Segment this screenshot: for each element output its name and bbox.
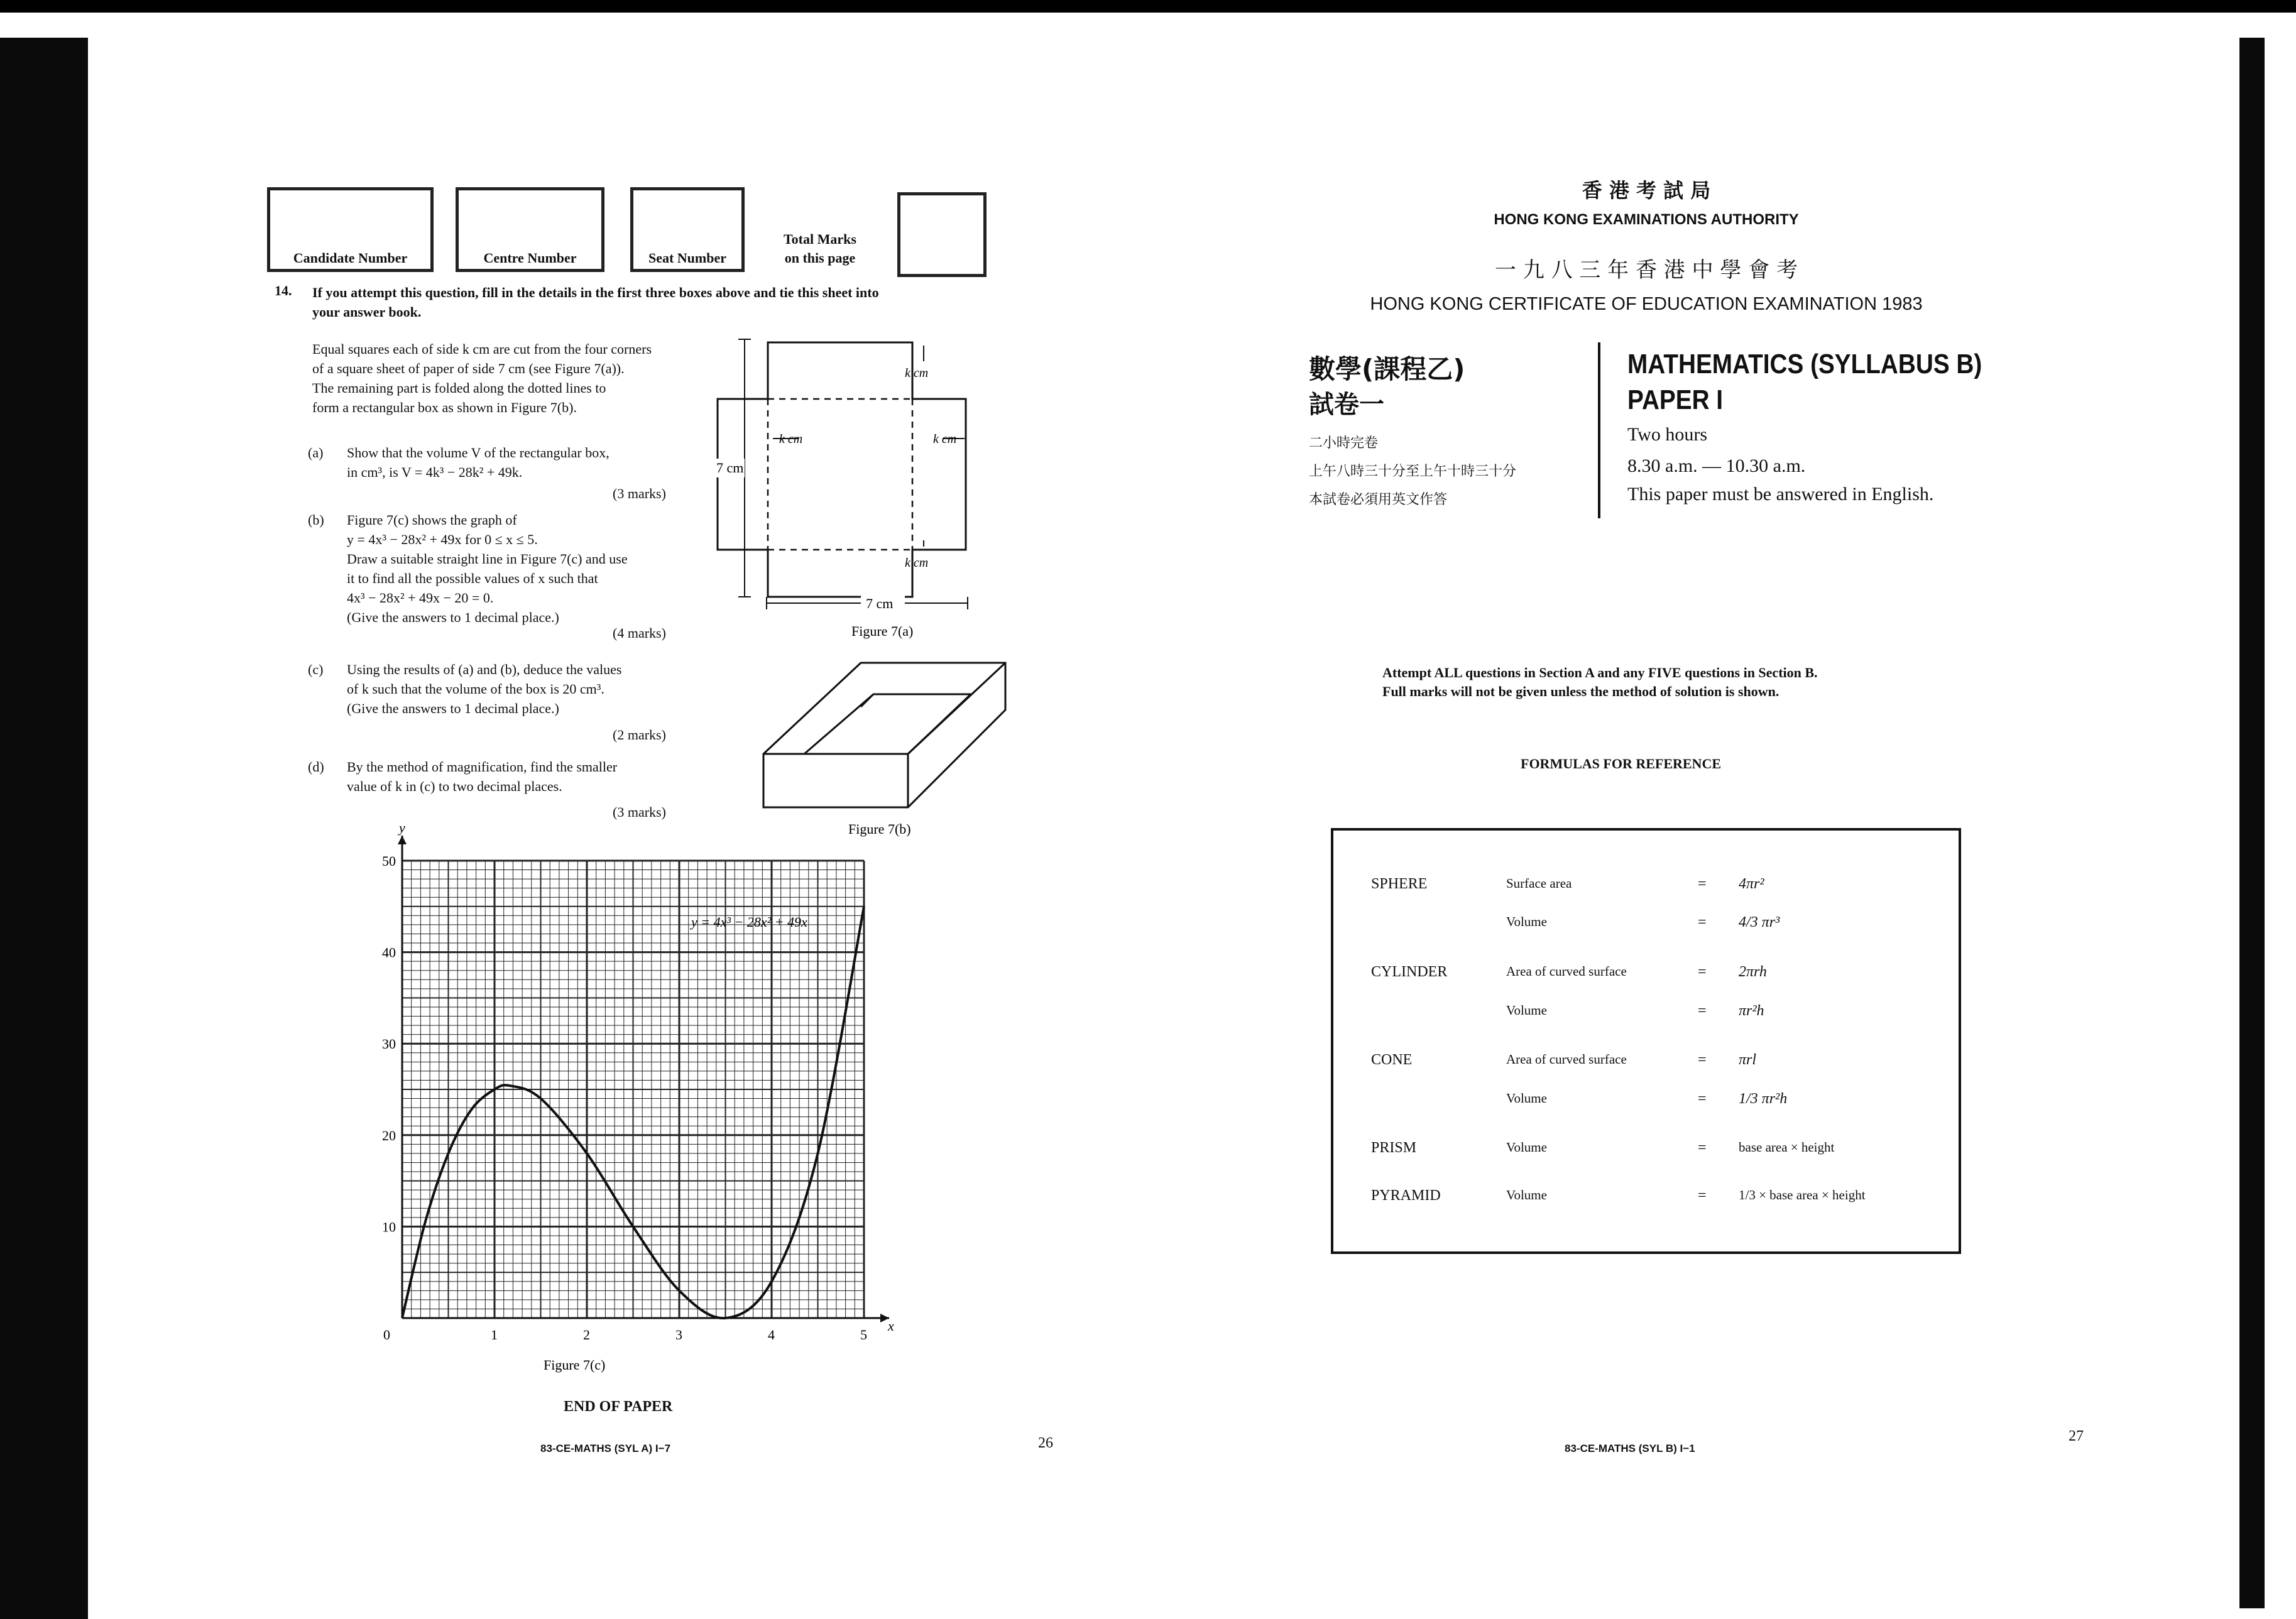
fold-lines xyxy=(768,399,912,550)
scan-left-border xyxy=(0,38,88,1619)
question-instruction-line2: your answer book. xyxy=(312,304,422,320)
x-axis-label: x xyxy=(888,1318,894,1334)
formula-expression: πr²h xyxy=(1739,1003,1764,1019)
formula-measure: Volume xyxy=(1506,1187,1547,1202)
intro-line: The remaining part is folded along the dotted lines to xyxy=(312,380,606,396)
right-footer-code: 83-CE-MATHS (SYL B) I−1 xyxy=(1565,1442,1695,1454)
left-footer-code: 83-CE-MATHS (SYL A) I−7 xyxy=(540,1442,671,1454)
formula-solid: PRISM xyxy=(1371,1140,1417,1156)
part-b-marks: (4 marks) xyxy=(613,625,666,641)
exam-english: HONG KONG CERTIFICATE OF EDUCATION EXAMINATION 1983 xyxy=(1370,294,1923,314)
part-c-line: Using the results of (a) and (b), deduce the values xyxy=(347,662,622,677)
formula-expression: 2πrh xyxy=(1739,964,1767,980)
authority-english: HONG KONG EXAMINATIONS AUTHORITY xyxy=(1494,211,1799,228)
formula-solid: CYLINDER xyxy=(1371,964,1448,980)
y-tick-label: 10 xyxy=(382,1219,396,1235)
formula-equals: = xyxy=(1698,1187,1707,1204)
y-tick-label: 20 xyxy=(382,1127,396,1143)
candidate-number-label: Candidate Number xyxy=(293,250,408,266)
part-d-line: By the method of magnification, find the smaller xyxy=(347,759,618,775)
formula-equals: = xyxy=(1698,1052,1707,1068)
y-axis-arrowhead xyxy=(398,836,407,844)
intro-line: of a square sheet of paper of side 7 cm (see Figure 7(a)). xyxy=(312,361,625,376)
part-b-line: Draw a suitable straight line in Figure 7(c) and use xyxy=(347,551,628,567)
total-marks-line1: Total Marks xyxy=(784,231,856,247)
k-bottom-label: k cm xyxy=(905,556,929,570)
total-marks-box xyxy=(897,192,987,277)
part-b-text xyxy=(347,510,724,627)
formula-equals: = xyxy=(1698,876,1707,892)
subject-english-1: MATHEMATICS (SYLLABUS B) xyxy=(1627,349,1982,379)
intro-line: form a rectangular box as shown in Figure 7(b). xyxy=(312,400,577,415)
x-tick-label: 0 xyxy=(383,1327,390,1343)
part-a-line: Show that the volume V of the rectangular box, xyxy=(347,445,610,461)
subject-chinese-2: 試卷一 xyxy=(1309,390,1384,419)
chinese-time: 上午八時三十分至上午十時三十分 xyxy=(1309,464,1517,479)
x-tick-label: 5 xyxy=(860,1327,867,1343)
language-note-english: This paper must be answered in English. xyxy=(1627,484,1934,504)
y-axis-label: y xyxy=(399,820,405,836)
k-right-label: k cm xyxy=(933,432,957,446)
seat-number-box xyxy=(630,187,745,272)
curve-equation-label: y = 4x³ − 28x² + 49x xyxy=(691,914,807,930)
total-marks-line2: on this page xyxy=(784,250,856,266)
x-tick-label: 2 xyxy=(583,1327,590,1343)
instruction-line-2: Full marks will not be given unless the method of solution is shown. xyxy=(1382,684,1779,699)
formula-expression: 1/3 × base area × height xyxy=(1739,1187,1866,1202)
part-d-line: value of k in (c) to two decimal places. xyxy=(347,778,562,794)
part-c-marks: (2 marks) xyxy=(613,727,666,743)
side-7cm-label: 7 cm xyxy=(716,460,744,476)
formula-measure: Volume xyxy=(1506,1091,1547,1106)
left-page-number: 26 xyxy=(1038,1435,1053,1451)
formula-equals: = xyxy=(1698,1140,1707,1156)
formula-solid: PYRAMID xyxy=(1371,1187,1441,1204)
part-c-line: of k such that the volume of the box is 20 cm³. xyxy=(347,681,604,697)
part-b-line: 4x³ − 28x² + 49x − 20 = 0. xyxy=(347,590,494,606)
formulas-table xyxy=(1331,828,1961,1254)
instruction-line-1: Attempt ALL questions in Section A and any FIVE questions in Section B. xyxy=(1382,665,1818,680)
part-c-label: (c) xyxy=(308,662,324,677)
part-b-line: it to find all the possible values of x such that xyxy=(347,570,598,586)
formulas-title: FORMULAS FOR REFERENCE xyxy=(1521,756,1722,771)
candidate-number-box xyxy=(267,187,434,272)
formula-equals: = xyxy=(1698,1003,1707,1019)
part-d-label: (d) xyxy=(308,759,324,775)
title-divider xyxy=(1598,342,1600,518)
part-c-text xyxy=(347,660,724,718)
k-left-label: k cm xyxy=(779,432,803,446)
y-tick-label: 40 xyxy=(382,944,396,961)
formula-measure: Volume xyxy=(1506,1003,1547,1018)
scan-right-border xyxy=(2239,38,2265,1608)
k-top-label: k cm xyxy=(905,366,929,380)
bottom-7cm-label: 7 cm xyxy=(866,596,894,611)
question-instruction xyxy=(312,283,1035,322)
figure-7c-caption: Figure 7(c) xyxy=(544,1357,606,1373)
figure-7b-caption: Figure 7(b) xyxy=(848,821,911,837)
centre-number-label: Centre Number xyxy=(483,250,577,266)
chinese-duration: 二小時完卷 xyxy=(1309,435,1379,451)
formula-expression: base area × height xyxy=(1739,1140,1835,1155)
cross-net-outline xyxy=(718,342,966,597)
exam-chinese: 一 九 八 三 年 香 港 中 學 會 考 xyxy=(1494,258,1798,283)
formula-equals: = xyxy=(1698,1091,1707,1107)
total-marks-label xyxy=(779,230,861,268)
formula-expression: 4πr² xyxy=(1739,876,1764,892)
formula-measure: Volume xyxy=(1506,1140,1547,1155)
formula-expression: 4/3 πr³ xyxy=(1739,914,1780,930)
figure-7a-caption: Figure 7(a) xyxy=(851,623,914,639)
formula-measure: Volume xyxy=(1506,914,1547,929)
y-tick-label: 30 xyxy=(382,1036,396,1052)
subject-chinese-1: 數學(課程乙) xyxy=(1309,354,1465,384)
y-tick-label: 50 xyxy=(382,853,396,869)
subject-english-2: PAPER I xyxy=(1627,384,1724,415)
centre-number-box xyxy=(456,187,604,272)
seat-number-label: Seat Number xyxy=(648,250,727,266)
part-b-line: y = 4x³ − 28x² + 49x for 0 ≤ x ≤ 5. xyxy=(347,531,538,547)
part-a-marks: (3 marks) xyxy=(613,486,666,501)
question-intro xyxy=(312,339,714,417)
intro-line: Equal squares each of side k cm are cut from the four corners xyxy=(312,341,652,357)
question-instruction-line1: If you attempt this question, fill in the details in the first three boxes above and tie this sheet into xyxy=(312,285,879,300)
part-b-label: (b) xyxy=(308,512,324,528)
formula-equals: = xyxy=(1698,914,1707,930)
chinese-language-note: 本試卷必須用英文作答 xyxy=(1309,492,1448,508)
x-tick-label: 3 xyxy=(675,1327,682,1343)
figure-7c-graph xyxy=(364,810,917,1376)
scan-top-border xyxy=(0,0,2296,13)
formula-expression: πrl xyxy=(1739,1052,1757,1068)
open-box-drawing xyxy=(763,663,1005,807)
x-tick-label: 1 xyxy=(491,1327,498,1343)
authority-chinese: 香 港 考 試 局 xyxy=(1582,178,1711,202)
x-tick-label: 4 xyxy=(768,1327,775,1343)
figure-7a xyxy=(716,333,993,641)
part-d-marks: (3 marks) xyxy=(613,804,666,820)
end-of-paper: END OF PAPER xyxy=(564,1398,673,1415)
duration-english: Two hours xyxy=(1627,424,1708,445)
part-a-text xyxy=(347,443,724,482)
formula-solid: SPHERE xyxy=(1371,876,1428,892)
formula-equals: = xyxy=(1698,964,1707,980)
formula-measure: Surface area xyxy=(1506,876,1572,891)
right-page-number: 27 xyxy=(2069,1428,2084,1444)
formula-measure: Area of curved surface xyxy=(1506,964,1627,979)
formula-solid: CONE xyxy=(1371,1052,1413,1068)
part-a-line: in cm³, is V = 4k³ − 28k² + 49k. xyxy=(347,464,523,480)
part-b-line: Figure 7(c) shows the graph of xyxy=(347,512,517,528)
part-d-text xyxy=(347,757,724,796)
graph-axes xyxy=(398,836,889,1322)
part-a-label: (a) xyxy=(308,445,324,461)
formula-measure: Area of curved surface xyxy=(1506,1052,1627,1067)
part-b-line: (Give the answers to 1 decimal place.) xyxy=(347,609,559,625)
question-number: 14. xyxy=(275,283,292,298)
time-english: 8.30 a.m. — 10.30 a.m. xyxy=(1627,455,1806,476)
part-c-line: (Give the answers to 1 decimal place.) xyxy=(347,700,559,716)
formula-expression: 1/3 πr²h xyxy=(1739,1091,1788,1107)
